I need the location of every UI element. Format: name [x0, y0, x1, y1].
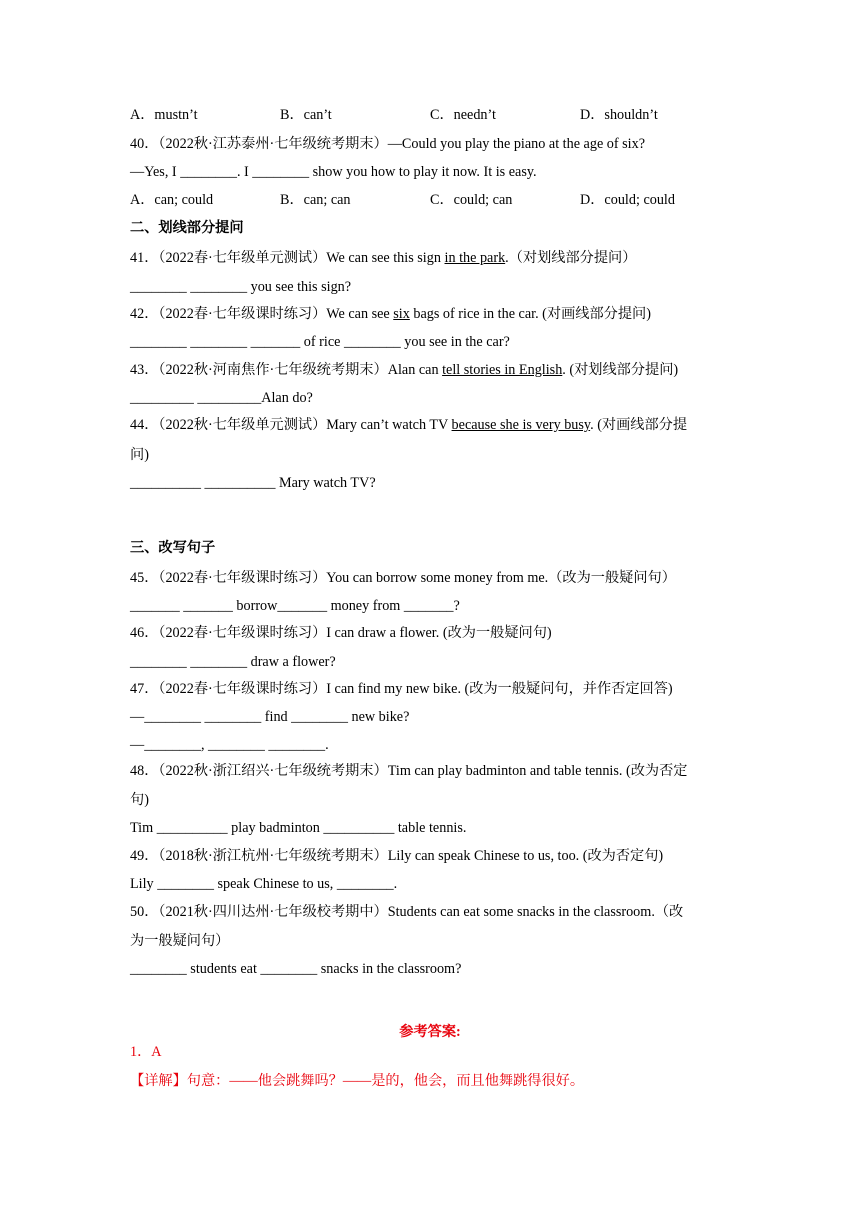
q43-text: 43．（2022秋·河南焦作·七年级统考期末）Alan can: [130, 362, 443, 378]
q41-instruction: .（对划线部分提问）: [505, 250, 637, 266]
q41-answer-line: ________ ________ you see this sign?: [130, 279, 352, 295]
q44-answer-line: __________ __________ Mary watch TV?: [130, 475, 376, 491]
q42-question: [130, 304, 734, 324]
q50-answer-line: ________ students eat ________ snacks in the classroom?: [130, 961, 462, 977]
q48-question-cont: 句): [130, 792, 149, 808]
q44-underlined: because she is very busy: [451, 417, 591, 433]
q39-option-a: A．mustn’t: [130, 107, 198, 123]
q44-question-cont: 问): [130, 447, 149, 463]
q43-answer-line: _________ _________Alan do?: [130, 390, 313, 406]
q47-answer-line-2: —________, ________ ________.: [130, 737, 329, 753]
q40-blank-line: —Yes, I ________. I ________ show you how to play it now. It is easy.: [130, 164, 537, 180]
q40-option-d: D．could; could: [580, 192, 675, 208]
q47-question: 47．（2022春·七年级课时练习）I can find my new bike. (改为一般疑问句，并作否定回答): [130, 681, 673, 697]
q44-text: 44．（2022秋·七年级单元测试）Mary can’t watch TV: [130, 417, 452, 433]
q49-question: 49．（2018秋·浙江杭州·七年级统考期末）Lily can speak Chinese to us, too. (改为否定句): [130, 848, 664, 864]
q49-answer-line: Lily ________ speak Chinese to us, ________.: [130, 876, 398, 892]
q44-question: [130, 415, 734, 435]
q46-answer-line: ________ ________ draw a flower?: [130, 654, 336, 670]
answer-1: 1．A: [130, 1044, 162, 1060]
q42-text: 42．（2022春·七年级课时练习）We can see: [130, 306, 394, 322]
q45-answer-line: _______ _______ borrow_______ money from _______?: [130, 598, 460, 614]
q40-option-c: C．could; can: [430, 192, 513, 208]
q42-instruction: bags of rice in the car. (对画线部分提问): [409, 306, 651, 322]
q48-answer-line: Tim __________ play badminton __________ table tennis.: [130, 820, 467, 836]
q41-text: 41．（2022春·七年级单元测试）We can see this sign: [130, 250, 445, 266]
q42-answer-line: ________ ________ _______ of rice ________ you see in the car?: [130, 334, 510, 350]
answer-1-detail: 【详解】句意：——他会跳舞吗？——是的，他会，而且他舞跳得很好。: [130, 1073, 585, 1089]
q45-question: 45．（2022春·七年级课时练习）You can borrow some money from me.（改为一般疑问句）: [130, 570, 676, 586]
answer-key-title: 参考答案:: [399, 1024, 461, 1040]
section-heading-rewrite: 三、改写句子: [130, 540, 216, 556]
q43-underlined: tell stories in English: [442, 362, 563, 378]
q50-question-cont: 为一般疑问句）: [130, 933, 230, 949]
q50-question: 50．（2021秋·四川达州·七年级校考期中）Students can eat some snacks in the classroom.（改: [130, 904, 684, 920]
q40-option-a: A．can; could: [130, 192, 214, 208]
q39-option-b: B．can’t: [280, 107, 332, 123]
q43-instruction: . (对划线部分提问): [562, 362, 679, 378]
q40-question: 40．（2022秋·江苏泰州·七年级统考期末）—Could you play the piano at the age of six?: [130, 136, 646, 152]
q39-option-c: C．needn’t: [430, 107, 496, 123]
q46-question: 46．（2022春·七年级课时练习）I can draw a flower. (改为一般疑问句): [130, 625, 552, 641]
section-heading-underline-questions: 二、划线部分提问: [130, 220, 244, 236]
q42-underlined: six: [393, 306, 410, 322]
q41-question: [130, 248, 734, 268]
q44-instruction: . (对画线部分提: [590, 417, 688, 433]
q48-question: 48．（2022秋·浙江绍兴·七年级统考期末）Tim can play badminton and table tennis. (改为否定: [130, 763, 688, 779]
q41-underlined: in the park: [444, 250, 506, 266]
q39-option-d: D．shouldn’t: [580, 107, 658, 123]
q43-question: [130, 360, 734, 380]
q47-answer-line-1: —________ ________ find ________ new bike?: [130, 709, 410, 725]
q40-option-b: B．can; can: [280, 192, 351, 208]
